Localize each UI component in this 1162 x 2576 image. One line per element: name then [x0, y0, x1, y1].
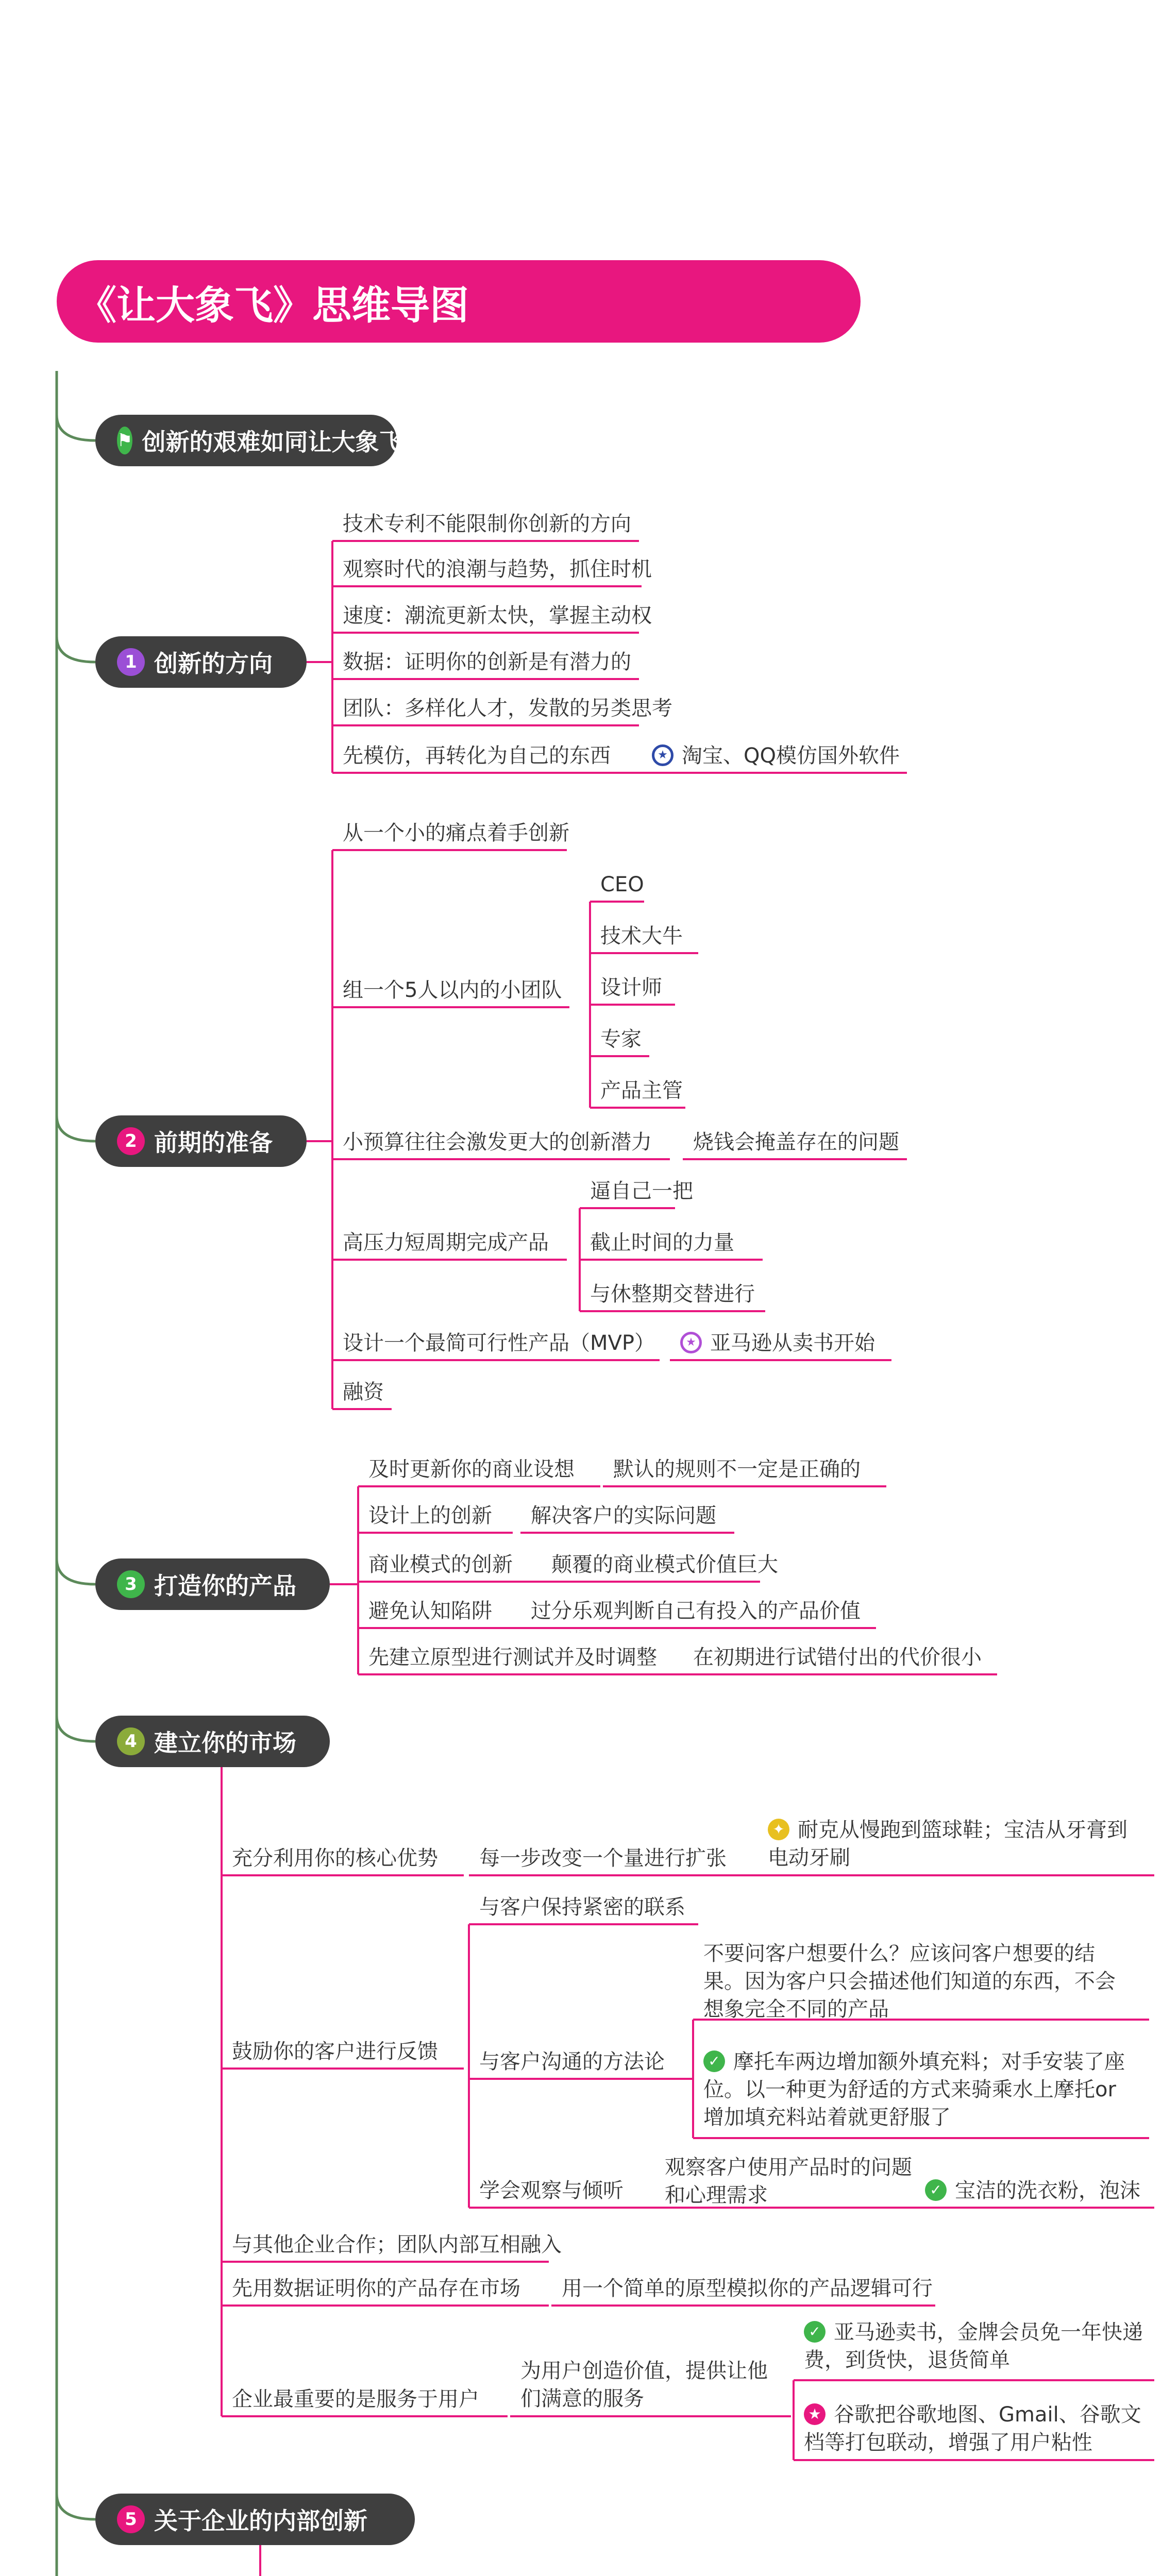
node-s4-b3b[interactable]: ✓ 宝洁的洗衣粉，泡沫 — [925, 2177, 1140, 2205]
node-s3-b1[interactable]: 解决客户的实际问题 — [531, 1504, 716, 1528]
node-s2-b2[interactable]: 技术大牛 — [600, 924, 683, 948]
number-2-icon: 2 — [117, 1127, 145, 1155]
number-4-icon: 4 — [117, 1727, 145, 1755]
node-s4-e1[interactable]: 为用户创造价值，提供让他们满意的服务 — [520, 2359, 768, 2411]
star-icon: ★ — [652, 744, 673, 766]
node-s4-b1[interactable]: 与客户保持紧密的联系 — [479, 1895, 685, 1919]
section-1[interactable]: 1 创新的方向 — [95, 636, 307, 688]
connector — [57, 1558, 95, 1584]
number-5-icon: 5 — [117, 2505, 145, 2533]
node-s4-d[interactable]: 先用数据证明你的产品存在市场 — [232, 2277, 520, 2300]
node-s4-a[interactable]: 充分利用你的核心优势 — [232, 1846, 438, 1870]
section-5[interactable]: 5 关于企业的内部创新 — [95, 2494, 415, 2545]
node-s4-a1[interactable]: 每一步改变一个量进行扩张 — [479, 1846, 727, 1870]
node-s2-d2[interactable]: 截止时间的力量 — [590, 1231, 734, 1255]
node-s2-d[interactable]: 高压力短周期完成产品 — [343, 1231, 549, 1255]
node-s4-e1a[interactable]: ✓ 亚马逊卖书，金牌会员免一年快递费，到货快，退货简单 — [804, 2320, 1143, 2372]
node-s3-c[interactable]: 商业模式的创新 — [368, 1553, 513, 1577]
connector — [57, 1115, 95, 1141]
node-s3-b[interactable]: 设计上的创新 — [368, 1504, 492, 1528]
node-s3-e1[interactable]: 在初期进行试错付出的代价很小 — [693, 1646, 982, 1669]
section-0[interactable]: ⚑ 创新的艰难如同让大象飞 — [95, 415, 397, 466]
node-s4-b2b[interactable]: ✓ 摩托车两边增加额外填充料；对手安装了座位。以一种更为舒适的方式来骑乘水上摩托or增加填充料站着就更舒服了 — [703, 2050, 1125, 2129]
node-s2-e1[interactable]: ★ 亚马逊从卖书开始 — [680, 1329, 875, 1357]
star-icon: ★ — [680, 1332, 702, 1353]
node-s1-a[interactable]: 技术专利不能限制你创新的方向 — [343, 512, 631, 536]
connector — [57, 636, 95, 662]
node-s4-c[interactable]: 与其他企业合作；团队内部互相融入 — [232, 2233, 562, 2257]
node-s3-c1[interactable]: 颠覆的商业模式价值巨大 — [551, 1553, 778, 1577]
node-s2-b1[interactable]: CEO — [600, 873, 644, 896]
flag-icon: ⚑ — [117, 427, 132, 454]
node-s1-b[interactable]: 观察时代的浪潮与趋势，抓住时机 — [343, 557, 652, 581]
node-s2-c[interactable]: 小预算往往会激发更大的创新潜力 — [343, 1130, 652, 1154]
connector — [57, 2494, 95, 2519]
number-1-icon: 1 — [117, 648, 145, 676]
node-s4-b[interactable]: 鼓励你的客户进行反馈 — [232, 2040, 438, 2063]
node-s4-b3[interactable]: 学会观察与倾听 — [479, 2179, 624, 2202]
node-s4-d1[interactable]: 用一个简单的原型模拟你的产品逻辑可行 — [562, 2277, 933, 2300]
node-s2-b[interactable]: 组一个5人以内的小团队 — [343, 978, 562, 1002]
node-s1-c[interactable]: 速度：潮流更新太快，掌握主动权 — [343, 604, 652, 628]
star-icon: ★ — [804, 2403, 826, 2425]
node-s4-a2[interactable]: ✦ 耐克从慢跑到篮球鞋；宝洁从牙膏到电动牙刷 — [768, 1818, 1127, 1870]
node-s2-e[interactable]: 设计一个最简可行性产品（MVP） — [343, 1331, 655, 1355]
node-s4-e1b[interactable]: ★ 谷歌把谷歌地图、Gmail、谷歌文档等打包联动，增强了用户粘性 — [804, 2403, 1141, 2454]
node-s2-b5[interactable]: 产品主管 — [600, 1079, 683, 1103]
idea-icon: ✦ — [768, 1819, 789, 1840]
check-icon: ✓ — [703, 2050, 725, 2072]
connector — [57, 1716, 95, 1741]
section-4[interactable]: 4 建立你的市场 — [95, 1716, 330, 1767]
section-3[interactable]: 3 打造你的产品 — [95, 1558, 330, 1610]
node-s1-f1[interactable]: ★ 淘宝、QQ模仿国外软件 — [652, 742, 900, 770]
node-s2-f[interactable]: 融资 — [343, 1380, 384, 1404]
node-s2-d1[interactable]: 逼自己一把 — [590, 1179, 693, 1203]
node-s1-e[interactable]: 团队：多样化人才，发散的另类思考 — [343, 697, 672, 720]
node-s4-b2a[interactable]: 不要问客户想要什么？应该问客户想要的结果。因为客户只会描述他们知道的东西，不会想象完全不同的产品 — [703, 1942, 1116, 2021]
node-s3-e[interactable]: 先建立原型进行测试并及时调整 — [368, 1646, 657, 1669]
connector — [57, 415, 95, 440]
node-s3-a[interactable]: 及时更新你的商业设想 — [368, 1458, 575, 1481]
node-s2-a[interactable]: 从一个小的痛点着手创新 — [343, 821, 569, 845]
node-s4-b2[interactable]: 与客户沟通的方法论 — [479, 2050, 665, 2074]
check-icon: ✓ — [804, 2321, 826, 2343]
check-icon: ✓ — [925, 2179, 947, 2201]
map-title: 《让大象飞》思维导图 — [77, 282, 469, 328]
node-s1-f[interactable]: 先模仿，再转化为自己的东西 — [343, 744, 611, 768]
node-s4-e[interactable]: 企业最重要的是服务于用户 — [232, 2387, 479, 2411]
node-s3-d[interactable]: 避免认知陷阱 — [368, 1599, 492, 1623]
node-s3-d1[interactable]: 过分乐观判断自己有投入的产品价值 — [531, 1599, 861, 1623]
node-s3-a1[interactable]: 默认的规则不一定是正确的 — [613, 1458, 861, 1481]
node-s2-b3[interactable]: 设计师 — [600, 976, 662, 999]
number-3-icon: 3 — [117, 1570, 145, 1598]
node-s1-d[interactable]: 数据：证明你的创新是有潜力的 — [343, 650, 631, 674]
section-2[interactable]: 2 前期的准备 — [95, 1115, 307, 1167]
node-s2-d3[interactable]: 与休整期交替进行 — [590, 1282, 755, 1306]
node-s2-b4[interactable]: 专家 — [600, 1027, 642, 1051]
node-s2-c1[interactable]: 烧钱会掩盖存在的问题 — [693, 1130, 899, 1154]
node-s4-b3a[interactable]: 观察客户使用产品时的问题和心理需求 — [665, 2156, 912, 2207]
